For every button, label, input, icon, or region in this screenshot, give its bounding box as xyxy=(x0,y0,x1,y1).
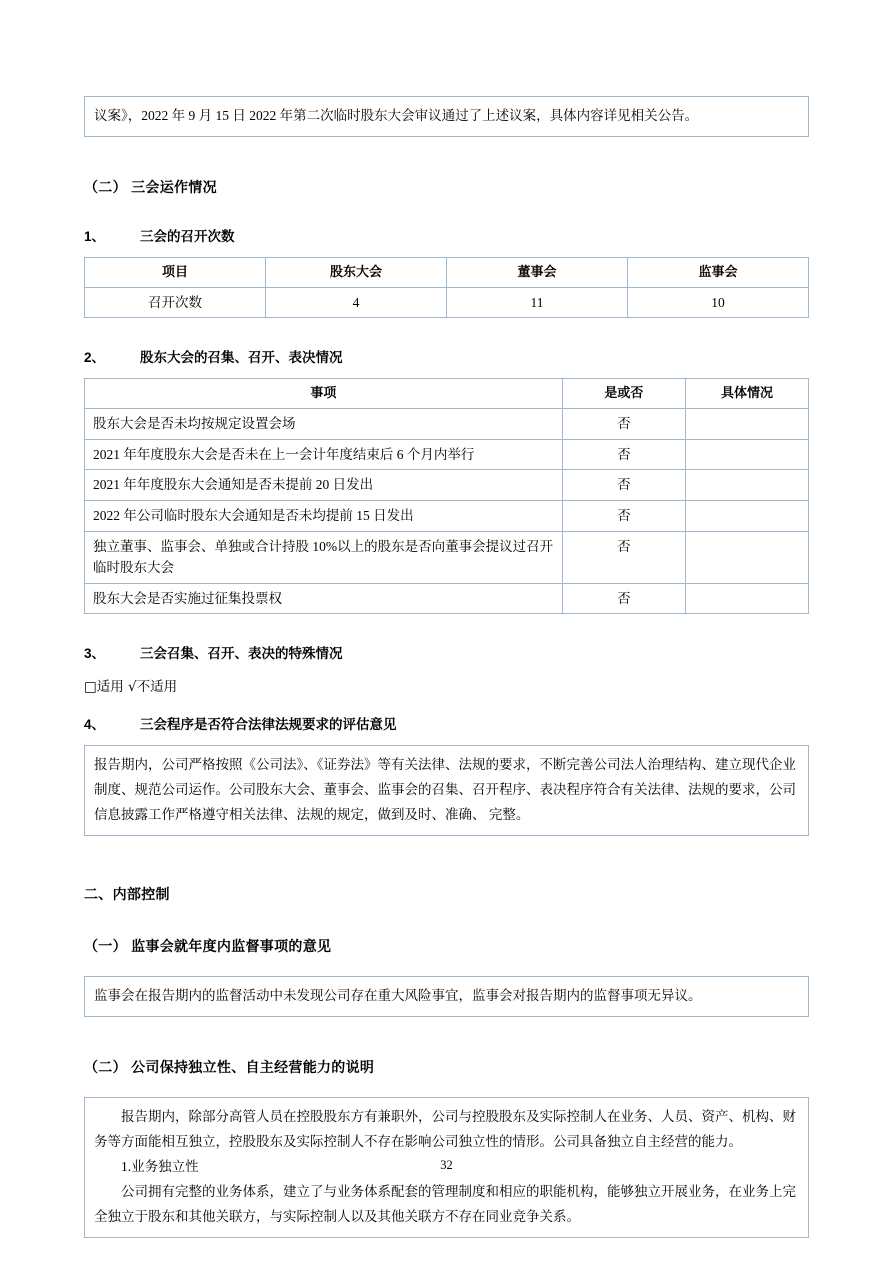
page-content xyxy=(84,96,809,1238)
table2-cell-yesno: 否 xyxy=(562,409,685,440)
subheading-independence-statement: （二） 公司保持独立性、自主经营能力的说明 xyxy=(84,1058,375,1075)
applicability-checkboxes[interactable] xyxy=(84,674,809,701)
compliance-opinion-box xyxy=(84,745,809,836)
table2-cell-detail xyxy=(685,470,808,501)
page-number: 32 xyxy=(440,1158,453,1172)
table2-header-matter: 事项 xyxy=(85,379,563,409)
subheading-shareholder-meeting xyxy=(84,346,809,366)
table-row xyxy=(85,287,809,318)
table1-cell-supervisors: 10 xyxy=(628,287,809,318)
table2-cell-matter: 2022 年公司临时股东大会通知是否未均提前 15 日发出 xyxy=(85,500,563,531)
table1-header-supervisors: 监事会 xyxy=(628,257,809,287)
table2-cell-yesno: 否 xyxy=(562,439,685,470)
subheading-special-situations-text: 三会召集、召开、表决的特殊情况 xyxy=(140,646,343,662)
table1-cell-label: 召开次数 xyxy=(85,287,266,318)
supervisor-opinion-text: 监事会在报告期内的监督活动中未发现公司存在重大风险事宜，监事会对报告期内的监督事项无异议。 xyxy=(94,987,702,1003)
compliance-opinion-text: 报告期内，公司严格按照《公司法》、《证券法》等有关法律、法规的要求，不断完善公司法人治理结构、建立现代企业制度、规范公司运作。公司股东大会、董事会、监事会的召集、召开程序、表决程序符合有关法律、法规的要求，公司信息披露工作严格遵守相关法律、法规的规定，做到及时、准确、 完整。 xyxy=(94,756,796,822)
table2-cell-detail xyxy=(685,409,808,440)
table2-cell-yesno: 否 xyxy=(562,531,685,583)
table1-cell-board: 11 xyxy=(447,287,628,318)
top-note-box xyxy=(84,96,809,137)
shareholder-meeting-table xyxy=(84,378,809,614)
subheading-special-situations xyxy=(84,642,809,662)
table2-cell-detail xyxy=(685,531,808,583)
table-header-row xyxy=(85,257,809,287)
table-header-row xyxy=(85,379,809,409)
table2-header-detail: 具体情况 xyxy=(685,379,808,409)
section-heading-internal-control: 二、内部控制 xyxy=(84,885,170,902)
table1-header-shareholders: 股东大会 xyxy=(266,257,447,287)
subheading-compliance-opinion-number: 4、 xyxy=(84,716,106,732)
table2-cell-yesno: 否 xyxy=(562,583,685,614)
subheading-meeting-count xyxy=(84,225,809,245)
subheading-special-situations-number: 3、 xyxy=(84,646,106,662)
supervisor-opinion-box xyxy=(84,976,809,1017)
table2-cell-matter: 2021 年年度股东大会通知是否未提前 20 日发出 xyxy=(85,470,563,501)
top-note-text: 议案》，2022 年 9 月 15 日 2022 年第二次临时股东大会审议通过了上述议案，具体内容详见相关公告。 xyxy=(94,108,699,123)
table2-cell-matter: 独立董事、监事会、单独或合计持股 10%以上的股东是否向董事会提议过召开临时股东大会 xyxy=(85,531,563,583)
subheading-supervisor-opinion: （一） 监事会就年度内监督事项的意见 xyxy=(84,937,332,954)
table2-cell-detail xyxy=(685,439,808,470)
independence-paragraph-2: 1.业务独立性 xyxy=(121,1158,199,1174)
table-row xyxy=(85,470,809,501)
table2-cell-matter: 股东大会是否实施过征集投票权 xyxy=(85,583,563,614)
subheading-shareholder-meeting-number: 2、 xyxy=(84,350,106,366)
table1-header-board: 董事会 xyxy=(447,257,628,287)
table-row xyxy=(85,500,809,531)
subheading-compliance-opinion xyxy=(84,713,809,733)
subheading-shareholder-meeting-text: 股东大会的召集、召开、表决情况 xyxy=(140,350,343,366)
table2-header-yesno: 是或否 xyxy=(562,379,685,409)
table2-cell-matter: 2021 年年度股东大会是否未在上一会计年度结束后 6 个月内举行 xyxy=(85,439,563,470)
subheading-meeting-count-number: 1、 xyxy=(84,228,106,244)
subheading-compliance-opinion-text: 三会程序是否符合法律法规要求的评估意见 xyxy=(140,716,397,732)
subheading-meeting-count-text: 三会的召开次数 xyxy=(140,228,235,244)
table2-cell-matter: 股东大会是否未均按规定设置会场 xyxy=(85,409,563,440)
table2-cell-yesno: 否 xyxy=(562,500,685,531)
table2-cell-detail xyxy=(685,500,808,531)
applicability-options-text: □适用 √不适用 xyxy=(84,679,178,696)
table-row xyxy=(85,583,809,614)
table-row xyxy=(85,439,809,470)
table-row xyxy=(85,409,809,440)
independence-paragraph-1: 报告期内，除部分高管人员在控股股东方有兼职外，公司与控股股东及实际控制人在业务、人员、资产、机构、财务等方面能相互独立，控股股东及实际控制人不存在影响公司独立性的情形。公司具备独立自主经营的能力。 xyxy=(94,1108,796,1149)
meeting-count-table xyxy=(84,257,809,318)
table1-cell-shareholders: 4 xyxy=(266,287,447,318)
table2-cell-detail xyxy=(685,583,808,614)
table1-header-item: 项目 xyxy=(85,257,266,287)
section-heading-sanhui-operation: （二） 三会运作情况 xyxy=(84,178,217,195)
table-row xyxy=(85,531,809,583)
independence-paragraph-3: 公司拥有完整的业务体系，建立了与业务体系配套的管理制度和相应的职能机构，能够独立开展业务，在业务上完全独立于股东和其他关联方，与实际控制人以及其他关联方不存在同业竞争关系。 xyxy=(94,1183,796,1224)
table2-cell-yesno: 否 xyxy=(562,470,685,501)
